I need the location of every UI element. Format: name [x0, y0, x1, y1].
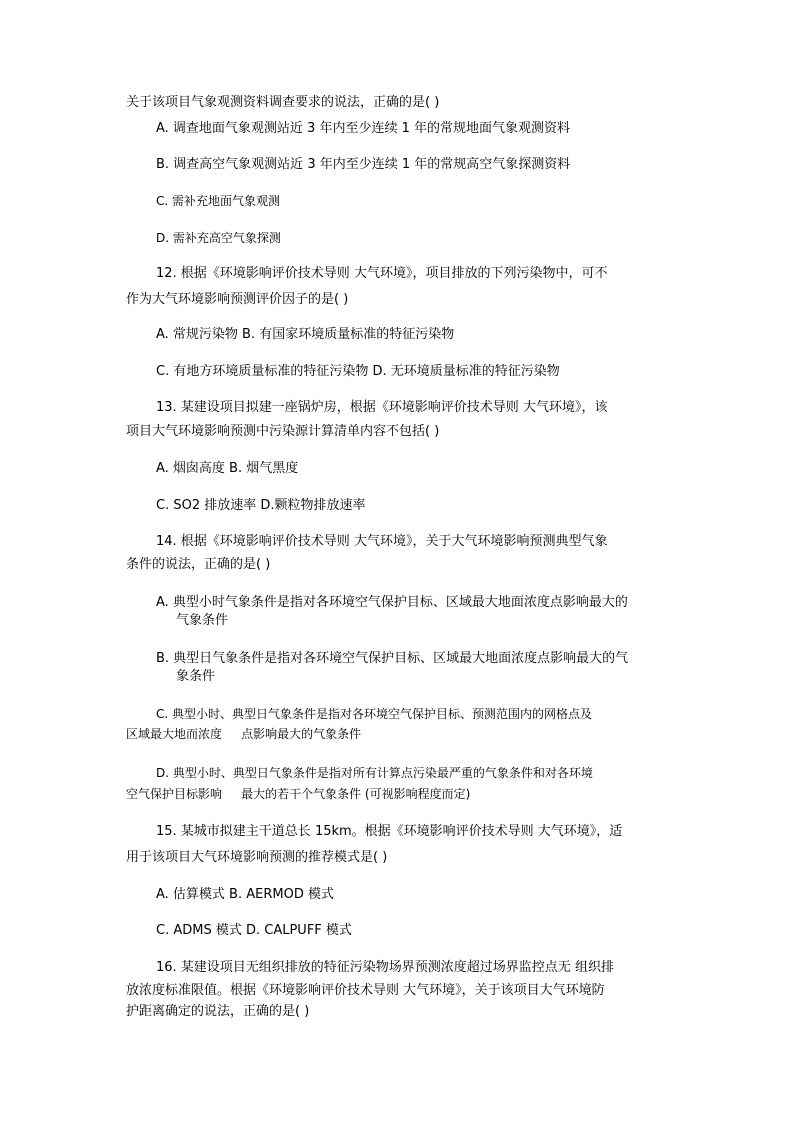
q11-option-d: D. 需补充高空气象探测 [156, 231, 281, 245]
q16-stem-line1: 16. 某建设项目无组织排放的特征污染物场界预测浓度超过场界监控点无 组织排 [156, 960, 614, 975]
q16-stem-line2: 放浓度标准限值。根据《环境影响评价技术导则 大气环境》，关于该项目大气环境防 [126, 983, 605, 998]
q12-options-ab: A. 常规污染物 B. 有国家环境质量标准的特征污染物 [156, 327, 455, 342]
q16-stem-line3: 护距离确定的说法，正确的是( ) [126, 1004, 310, 1019]
q15-options-cd: C. ADMS 模式 D. CALPUFF 模式 [156, 923, 352, 938]
q13-stem-line2: 项目大气环境影响预测中污染源计算清单内容不包括( ) [126, 424, 440, 439]
q14-option-b-line2: 象条件 [176, 669, 216, 684]
q14-option-a-line2: 气象条件 [176, 613, 229, 628]
q12-options-cd: C. 有地方环境质量标准的特征污染物 D. 无环境质量标准的特征污染物 [156, 364, 560, 379]
q15-options-ab: A. 估算模式 B. AERMOD 模式 [156, 887, 334, 902]
q14-stem-line2: 条件的说法，正确的是( ) [126, 557, 271, 572]
q14-option-b-line1: B. 典型日气象条件是指对各环境空气保护目标、区域最大地面浓度点影响最大的气 [156, 651, 629, 666]
q15-stem-line2: 用于该项目大气环境影响预测的推荐模式是( ) [126, 850, 388, 865]
q13-options-cd: C. SO2 排放速率 D.颗粒物排放速率 [156, 498, 366, 513]
q12-stem-line2: 作为大气环境影响预测评价因子的是( ) [126, 292, 349, 307]
q14-option-d-line1: D. 典型小时、典型日气象条件是指对所有计算点污染最严重的气象条件和对各环境 [156, 766, 593, 780]
q11-stem: 关于该项目气象观测资料调查要求的说法，正确的是( ) [126, 95, 440, 110]
q12-stem-line1: 12. 根据《环境影响评价技术导则 大气环境》，项目排放的下列污染物中，可不 [156, 266, 608, 281]
q14-option-a-line1: A. 典型小时气象条件是指对各环境空气保护目标、区域最大地面浓度点影响最大的 [156, 595, 628, 610]
q15-stem-line1: 15. 某城市拟建主干道总长 15km。根据《环境影响评价技术导则 大气环境》，适 [156, 824, 623, 839]
q14-option-c-line2: 区域最大地而浓度 点影响最大的气象条件 [126, 727, 362, 741]
q13-options-ab: A. 烟囱高度 B. 烟气黑度 [156, 461, 299, 476]
q14-option-d-line2: 空气保护目标影响 最大的若干个气象条件 (可视影响程度而定) [126, 787, 471, 801]
q11-option-c: C. 需补充地面气象观测 [156, 194, 281, 208]
q14-option-c-line1: C. 典型小时、典型日气象条件是指对各环境空气保护目标、预测范围内的网格点及 [156, 707, 593, 721]
q13-stem-line1: 13. 某建设项目拟建一座锅炉房，根据《环境影响评价技术导则 大气环境》，该 [156, 400, 608, 415]
q11-option-b: B. 调查高空气象观测站近 3 年内至少连续 1 年的常规高空气象探测资料 [156, 157, 571, 172]
q11-option-a: A. 调查地面气象观测站近 3 年内至少连续 1 年的常规地面气象观测资料 [156, 121, 571, 136]
q14-stem-line1: 14. 根据《环境影响评价技术导则 大气环境》，关于大气环境影响预测典型气象 [156, 534, 608, 549]
